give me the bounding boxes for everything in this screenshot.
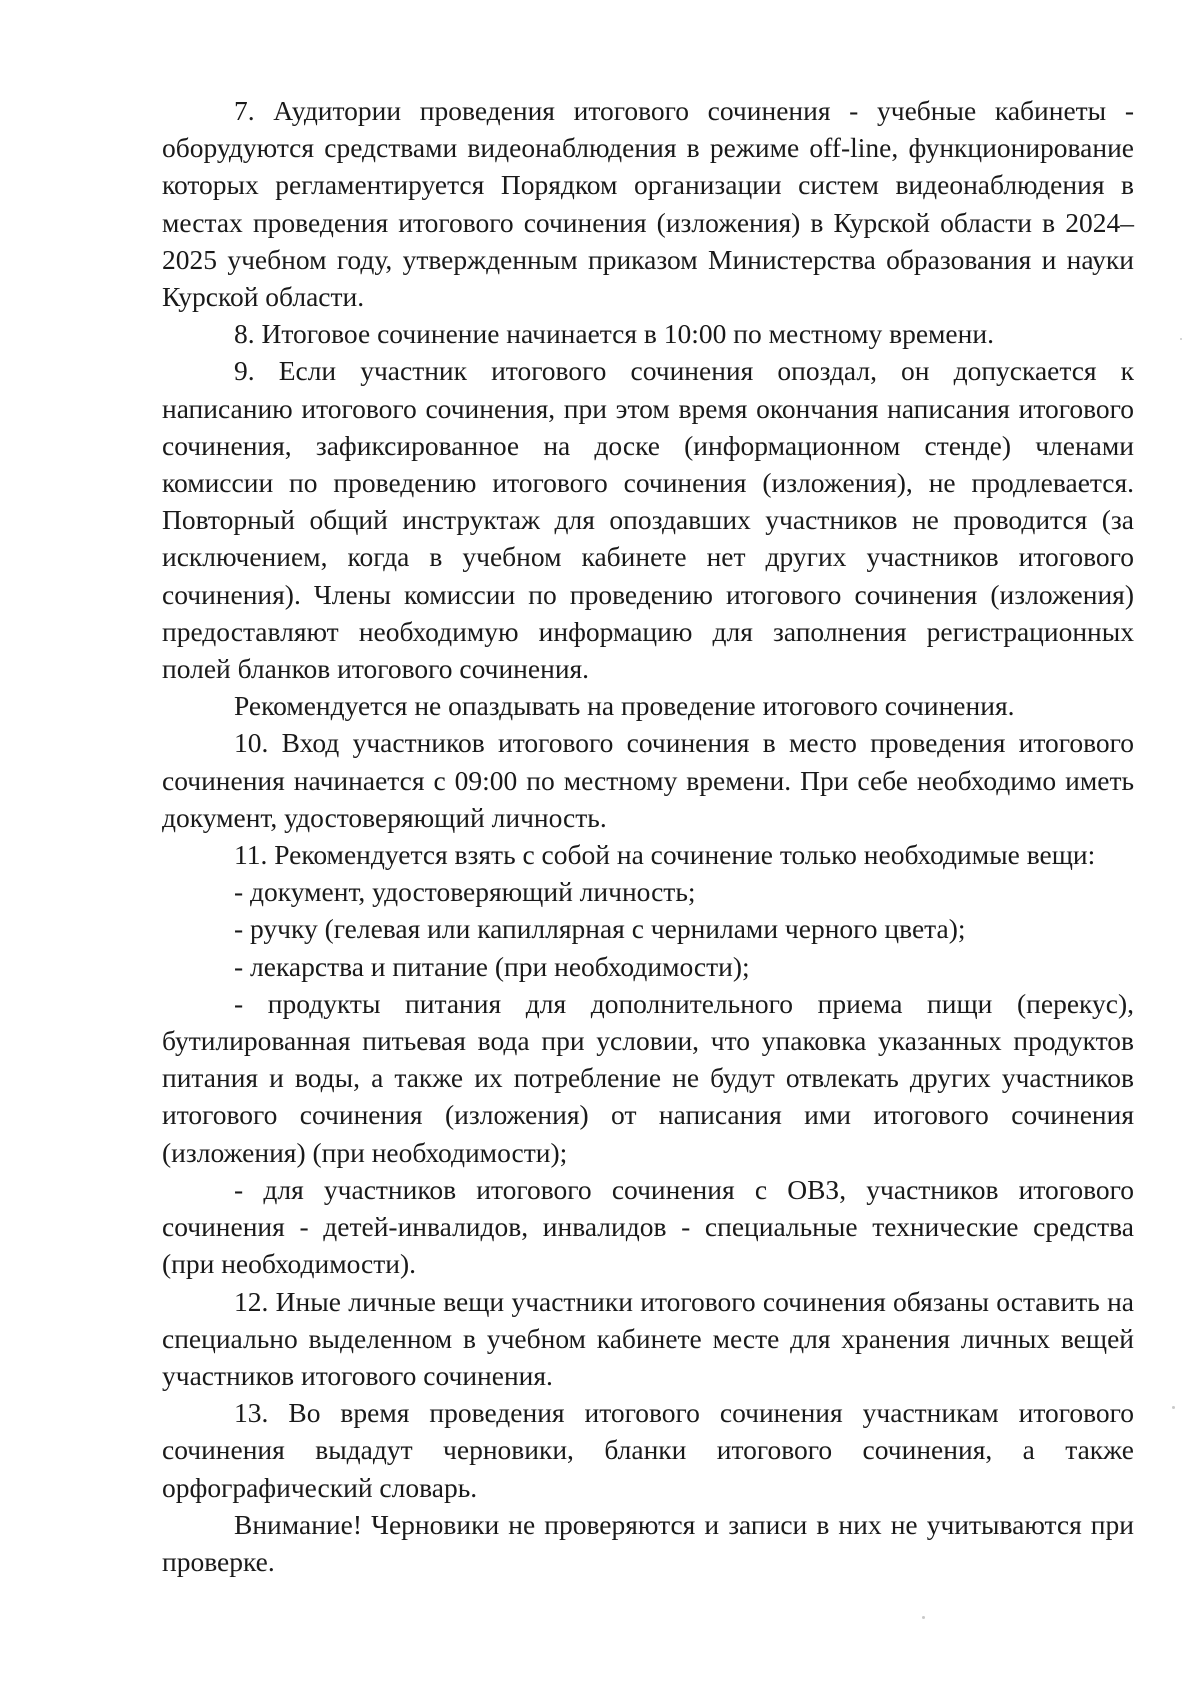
paragraph-7-auditoriums: 7. Аудитории проведения итогового сочинения - учебные кабинеты - оборудуются средствами видеонаблюдения в режиме off-line, функционирование которых регламентируется Порядком организации систем видеонаблюдения в местах проведения итогового сочинения (изложения) в Курской области в 2024–2025 учебном году, утвержденным приказом Министерства образования и науки Курской области. [162,95,1134,313]
list-item-special-means: - для участников итогового сочинения с ОВЗ, участников итогового сочинения - детей-инвалидов, инвалидов - специальные технические средства (при необходимости). [162,1173,1134,1280]
paragraph-11-items-intro: 11. Рекомендуется взять с собой на сочинение только необходимые вещи: [234,839,1096,871]
list-item-id-document: - документ, удостоверяющий личность; [234,876,696,908]
scan-speck [1180,338,1182,340]
list-item-pen: - ручку (гелевая или капиллярная с чернилами черного цвета); [234,913,966,945]
list-item-food-water: - продукты питания для дополнительного приема пищи (перекус), бутилированная питьевая вода при условии, что упаковка указанных продуктов питания и воды, а также их потребление не будут отвлекать других участников итогового сочинения (изложения) от написания ими итогового сочинения (изложения) (при необходимости); [162,987,1134,1168]
list-item-medicine: - лекарства и питание (при необходимости); [234,950,750,982]
scan-speck [922,1616,925,1619]
paragraph-recommendation-punctuality: Рекомендуется не опаздывать на проведение итогового сочинения. [234,690,1015,722]
scan-speck [1172,1406,1175,1409]
paragraph-attention-drafts: Внимание! Черновики не проверяются и записи в них не учитываются при проверке. [162,1508,1134,1577]
paragraph-8-start-time: 8. Итоговое сочинение начинается в 10:00 по местному времени. [234,318,994,350]
paragraph-13-materials: 13. Во время проведения итогового сочинения участникам итогового сочинения выдадут черновики, бланки итогового сочинения, а также орфографический словарь. [162,1397,1134,1503]
paragraph-10-entry: 10. Вход участников итогового сочинения в место проведения итогового сочинения начинается с 09:00 по местному времени. При себе необходимо иметь документ, удостоверяющий личность. [162,727,1134,833]
paragraph-9-late-arrival: 9. Если участник итогового сочинения опоздал, он допускается к написанию итогового сочинения, при этом время окончания написания итогового сочинения, зафиксированное на доске (информационном стенде) членами комиссии по проведению итогового сочинения (изложения), не продлевается. Повторный общий инструктаж для опоздавших участников не проводится (за исключением, когда в учебном кабинете нет других участников итогового сочинения). Члены комиссии по проведению итогового сочинения (изложения) предоставляют необходимую информацию для заполнения регистрационных полей бланков итогового сочинения. [162,355,1134,685]
document-body [162,92,1134,1580]
paragraph-12-personal-items: 12. Иные личные вещи участники итогового сочинения обязаны оставить на специально выделенном в учебном кабинете месте для хранения личных вещей участников итогового сочинения. [162,1285,1134,1391]
